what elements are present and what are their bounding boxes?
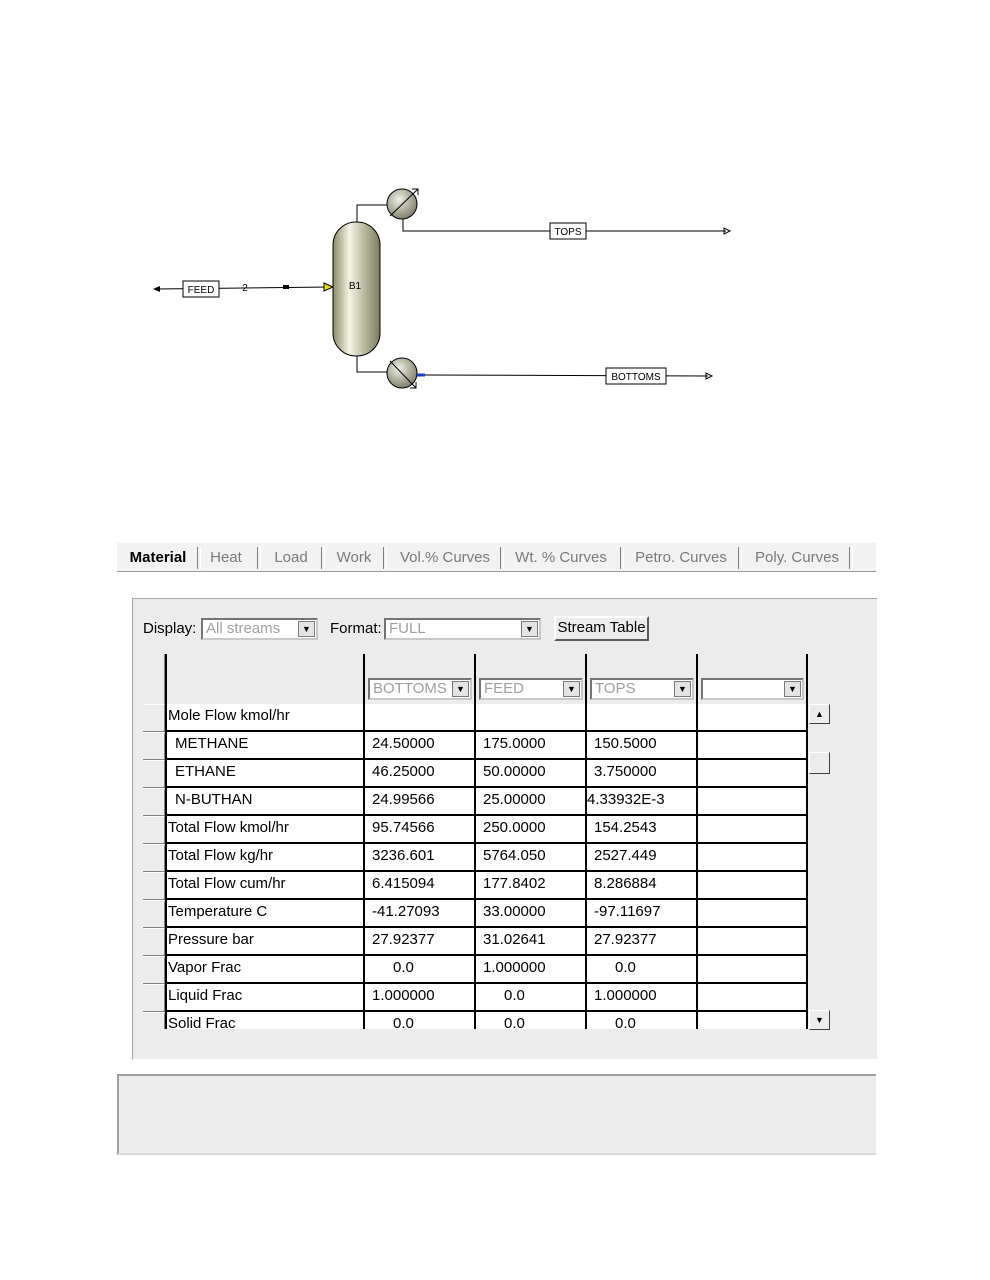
table-cell[interactable]: -97.11697 <box>587 900 698 928</box>
row-header[interactable] <box>143 900 165 928</box>
display-label: Display: <box>143 620 197 637</box>
row-label: Vapor Frac <box>165 956 365 984</box>
tab-petro-curves[interactable]: Petro. Curves <box>635 549 727 566</box>
table-row <box>143 928 808 956</box>
tab-separator <box>321 547 325 569</box>
table-cell[interactable]: -41.27093 <box>365 900 476 928</box>
table-row <box>143 1012 808 1029</box>
table-cell[interactable]: 27.92377 <box>587 928 698 956</box>
table-cell[interactable]: 4.33932E-3 <box>587 788 698 816</box>
chevron-down-icon[interactable]: ▼ <box>563 681 580 697</box>
table-cell[interactable] <box>365 704 476 732</box>
scroll-down-icon[interactable]: ▼ <box>809 1010 830 1030</box>
row-label: Liquid Frac <box>165 984 365 1012</box>
reboiler <box>357 356 425 388</box>
scroll-up-icon[interactable]: ▲ <box>809 704 830 724</box>
table-cell[interactable] <box>698 984 808 1012</box>
column-b1[interactable] <box>333 222 380 356</box>
table-cell[interactable]: 33.00000 <box>476 900 587 928</box>
row-header[interactable] <box>143 844 165 872</box>
row-header[interactable] <box>143 704 165 732</box>
stream-tops[interactable] <box>545 223 730 239</box>
grid-header-row <box>143 654 808 704</box>
table-cell[interactable]: 8.286884 <box>587 872 698 900</box>
table-cell[interactable]: 46.25000 <box>365 760 476 788</box>
table-cell[interactable]: 1.000000 <box>365 984 476 1012</box>
row-header[interactable] <box>143 984 165 1012</box>
table-cell[interactable]: 1.000000 <box>476 956 587 984</box>
table-row <box>143 788 808 816</box>
table-row <box>143 704 808 732</box>
message-area <box>117 1074 876 1155</box>
table-cell[interactable]: 0.0 <box>587 1012 698 1029</box>
table-cell[interactable] <box>698 704 808 732</box>
stream-midpoint-marker <box>283 285 289 289</box>
row-header[interactable] <box>143 872 165 900</box>
table-cell[interactable]: 0.0 <box>365 1012 476 1029</box>
row-label: ETHANE <box>165 760 365 788</box>
material-tab-content <box>132 598 877 1060</box>
chevron-down-icon[interactable]: ▼ <box>452 681 469 697</box>
table-row <box>143 984 808 1012</box>
block-label-b1: B1 <box>348 281 362 292</box>
table-cell[interactable] <box>698 844 808 872</box>
tab-load[interactable]: Load <box>274 549 308 566</box>
table-cell[interactable]: 250.0000 <box>476 816 587 844</box>
scrollbar-thumb[interactable] <box>809 752 830 774</box>
process-flowsheet <box>0 0 990 470</box>
stream-feed[interactable] <box>153 281 333 297</box>
row-label: N-BUTHAN <box>165 788 365 816</box>
display-select[interactable] <box>201 618 318 640</box>
table-cell[interactable]: 175.0000 <box>476 732 587 760</box>
chevron-down-icon[interactable]: ▼ <box>521 621 538 637</box>
tab-work[interactable]: Work <box>336 549 372 566</box>
table-cell[interactable]: 6.415094 <box>365 872 476 900</box>
row-header[interactable] <box>143 788 165 816</box>
row-header[interactable] <box>143 956 165 984</box>
stream-results-grid <box>143 654 808 1029</box>
chevron-down-icon[interactable]: ▼ <box>298 621 315 637</box>
tab-separator <box>197 547 201 569</box>
row-label: Total Flow cum/hr <box>165 872 365 900</box>
tab-separator <box>257 547 261 569</box>
tab-separator <box>383 547 387 569</box>
table-cell[interactable] <box>698 872 808 900</box>
tab-separator <box>500 547 504 569</box>
feed-inlet-arrow <box>324 283 333 291</box>
format-select-value: FULL <box>389 620 426 637</box>
tab-wt-curves[interactable]: Wt. % Curves <box>515 549 607 566</box>
table-row <box>143 760 808 788</box>
row-header[interactable] <box>143 732 165 760</box>
column-select-bottoms[interactable] <box>368 678 472 700</box>
stream-label-tops: TOPS <box>554 227 582 238</box>
row-label: Pressure bar <box>165 928 365 956</box>
tab-separator <box>738 547 742 569</box>
chevron-down-icon[interactable]: ▼ <box>784 681 801 697</box>
display-select-value: All streams <box>206 620 281 637</box>
feed-source-arrow <box>153 286 160 292</box>
row-label: Temperature C <box>165 900 365 928</box>
format-select[interactable] <box>384 618 541 640</box>
table-cell[interactable]: 50.00000 <box>476 760 587 788</box>
table-cell[interactable] <box>698 928 808 956</box>
row-label: Mole Flow kmol/hr <box>165 704 365 732</box>
tab-separator <box>849 547 853 569</box>
table-cell[interactable]: 3236.601 <box>365 844 476 872</box>
table-cell[interactable] <box>587 704 698 732</box>
table-cell[interactable]: 25.00000 <box>476 788 587 816</box>
table-row <box>143 900 808 928</box>
tab-heat[interactable]: Heat <box>210 549 242 566</box>
tab-poly-curves[interactable]: Poly. Curves <box>755 549 839 566</box>
table-cell[interactable]: 0.0 <box>365 956 476 984</box>
column-select-value: TOPS <box>595 680 636 697</box>
grid-header-col <box>476 654 587 704</box>
table-row <box>143 872 808 900</box>
table-cell[interactable]: 0.0 <box>476 1012 587 1029</box>
row-header[interactable] <box>143 816 165 844</box>
table-cell[interactable]: 0.0 <box>587 956 698 984</box>
table-cell[interactable] <box>698 956 808 984</box>
table-cell[interactable]: 2527.449 <box>587 844 698 872</box>
row-label: Total Flow kmol/hr <box>165 816 365 844</box>
grid-header-col <box>698 654 808 704</box>
table-cell[interactable] <box>698 1012 808 1029</box>
grid-corner <box>143 654 165 704</box>
table-cell[interactable]: 24.50000 <box>365 732 476 760</box>
table-cell[interactable]: 5764.050 <box>476 844 587 872</box>
table-row <box>143 844 808 872</box>
row-header[interactable] <box>143 760 165 788</box>
table-cell[interactable] <box>698 760 808 788</box>
condenser <box>357 189 545 231</box>
column-select-feed[interactable] <box>479 678 583 700</box>
stream-label-feed: FEED <box>187 285 215 296</box>
table-cell[interactable]: 150.5000 <box>587 732 698 760</box>
format-label: Format: <box>330 620 382 637</box>
row-label: Total Flow kg/hr <box>165 844 365 872</box>
table-cell[interactable] <box>698 900 808 928</box>
tab-separator <box>620 547 624 569</box>
table-cell[interactable]: 95.74566 <box>365 816 476 844</box>
tab-vol-curves[interactable]: Vol.% Curves <box>399 549 491 566</box>
table-cell[interactable] <box>698 816 808 844</box>
column-select-empty[interactable] <box>701 678 804 700</box>
row-header[interactable] <box>143 1012 165 1029</box>
stream-results-panel <box>117 543 876 1155</box>
row-label: METHANE <box>165 732 365 760</box>
column-select-tops[interactable] <box>590 678 694 700</box>
table-cell[interactable]: 177.8402 <box>476 872 587 900</box>
grid-vertical-scrollbar[interactable] <box>809 704 830 1030</box>
results-tab-bar <box>117 543 876 572</box>
grid-header-col <box>587 654 698 704</box>
table-row <box>143 816 808 844</box>
grid-header-col <box>365 654 476 704</box>
stream-label-bottoms: BOTTOMS <box>611 372 661 383</box>
table-cell[interactable]: 0.0 <box>476 984 587 1012</box>
stream-table-button[interactable]: Stream Table <box>554 616 649 641</box>
grid-header-label-col <box>165 654 365 704</box>
table-cell[interactable]: 1.000000 <box>587 984 698 1012</box>
table-cell[interactable]: 154.2543 <box>587 816 698 844</box>
column-select-value: BOTTOMS <box>373 680 447 697</box>
table-cell[interactable]: 31.02641 <box>476 928 587 956</box>
chevron-down-icon[interactable]: ▼ <box>674 681 691 697</box>
feed-id-marker: 2 <box>242 283 248 294</box>
row-header[interactable] <box>143 928 165 956</box>
row-label: Solid Frac <box>165 1012 365 1029</box>
table-cell[interactable]: 27.92377 <box>365 928 476 956</box>
column-select-value: FEED <box>484 680 525 697</box>
table-row <box>143 956 808 984</box>
table-cell[interactable] <box>698 788 808 816</box>
stream-bottoms[interactable] <box>425 368 712 384</box>
table-cell[interactable]: 24.99566 <box>365 788 476 816</box>
table-row <box>143 732 808 760</box>
tab-material[interactable]: Material <box>129 549 187 566</box>
table-cell[interactable] <box>476 704 587 732</box>
table-cell[interactable] <box>698 732 808 760</box>
table-cell[interactable]: 3.750000 <box>587 760 698 788</box>
